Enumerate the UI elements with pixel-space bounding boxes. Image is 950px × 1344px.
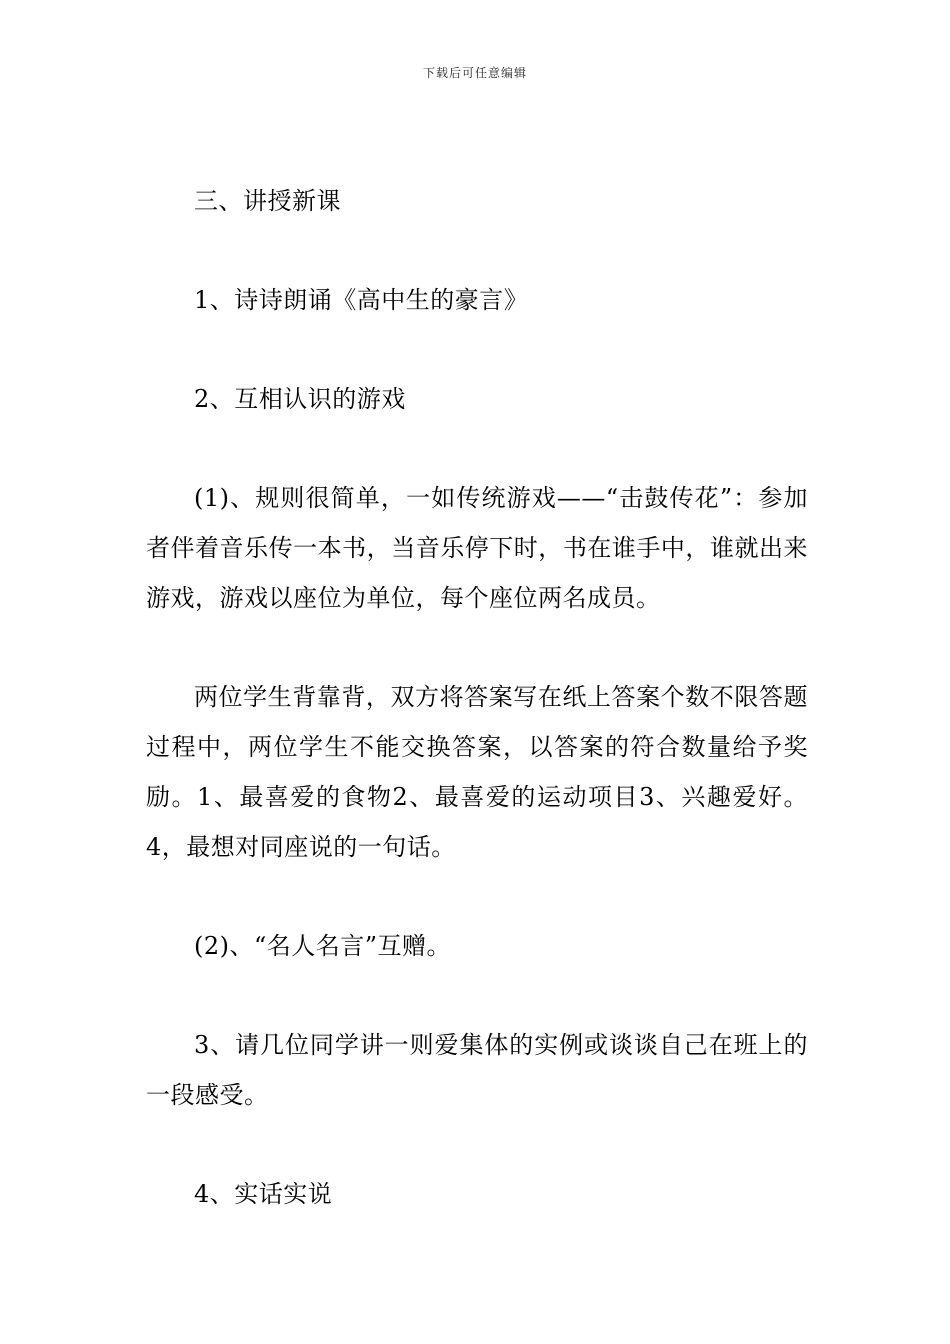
section-heading: 三、讲授新课 <box>194 187 341 215</box>
game-rules-paragraph: (1)、规则很简单，一如传统游戏——“击鼓传花”：参加者伴着音乐传一本书，当音乐停下时，书在谁手中，谁就出来游戏，游戏以座位为单位，每个座位两名成员。 <box>146 484 808 612</box>
list-item-acquaintance-game: 2、互相认识的游戏 <box>194 385 406 413</box>
header-note: 下载后可任意编辑 <box>422 66 527 80</box>
list-item-poem-recitation: 1、诗诗朗诵《高中生的豪言》 <box>194 286 529 314</box>
document-body <box>146 176 825 1268</box>
list-item-honest-talk: 4、实话实说 <box>194 1180 333 1208</box>
class-example-paragraph: 3、请几位同学讲一则爱集体的实例或谈谈自己在班上的一段感受。 <box>146 1031 808 1109</box>
quote-exchange-paragraph: (2)、“名人名言”互赠。 <box>194 932 452 960</box>
back-to-back-paragraph: 两位学生背靠背，双方将答案写在纸上答案个数不限答题过程中，两位学生不能交换答案，以答案的符合数量给予奖励。1、最喜爱的食物2、最喜爱的运动项目3、兴趣爱好。 4，最想对同座说的一句话。 <box>146 683 825 861</box>
